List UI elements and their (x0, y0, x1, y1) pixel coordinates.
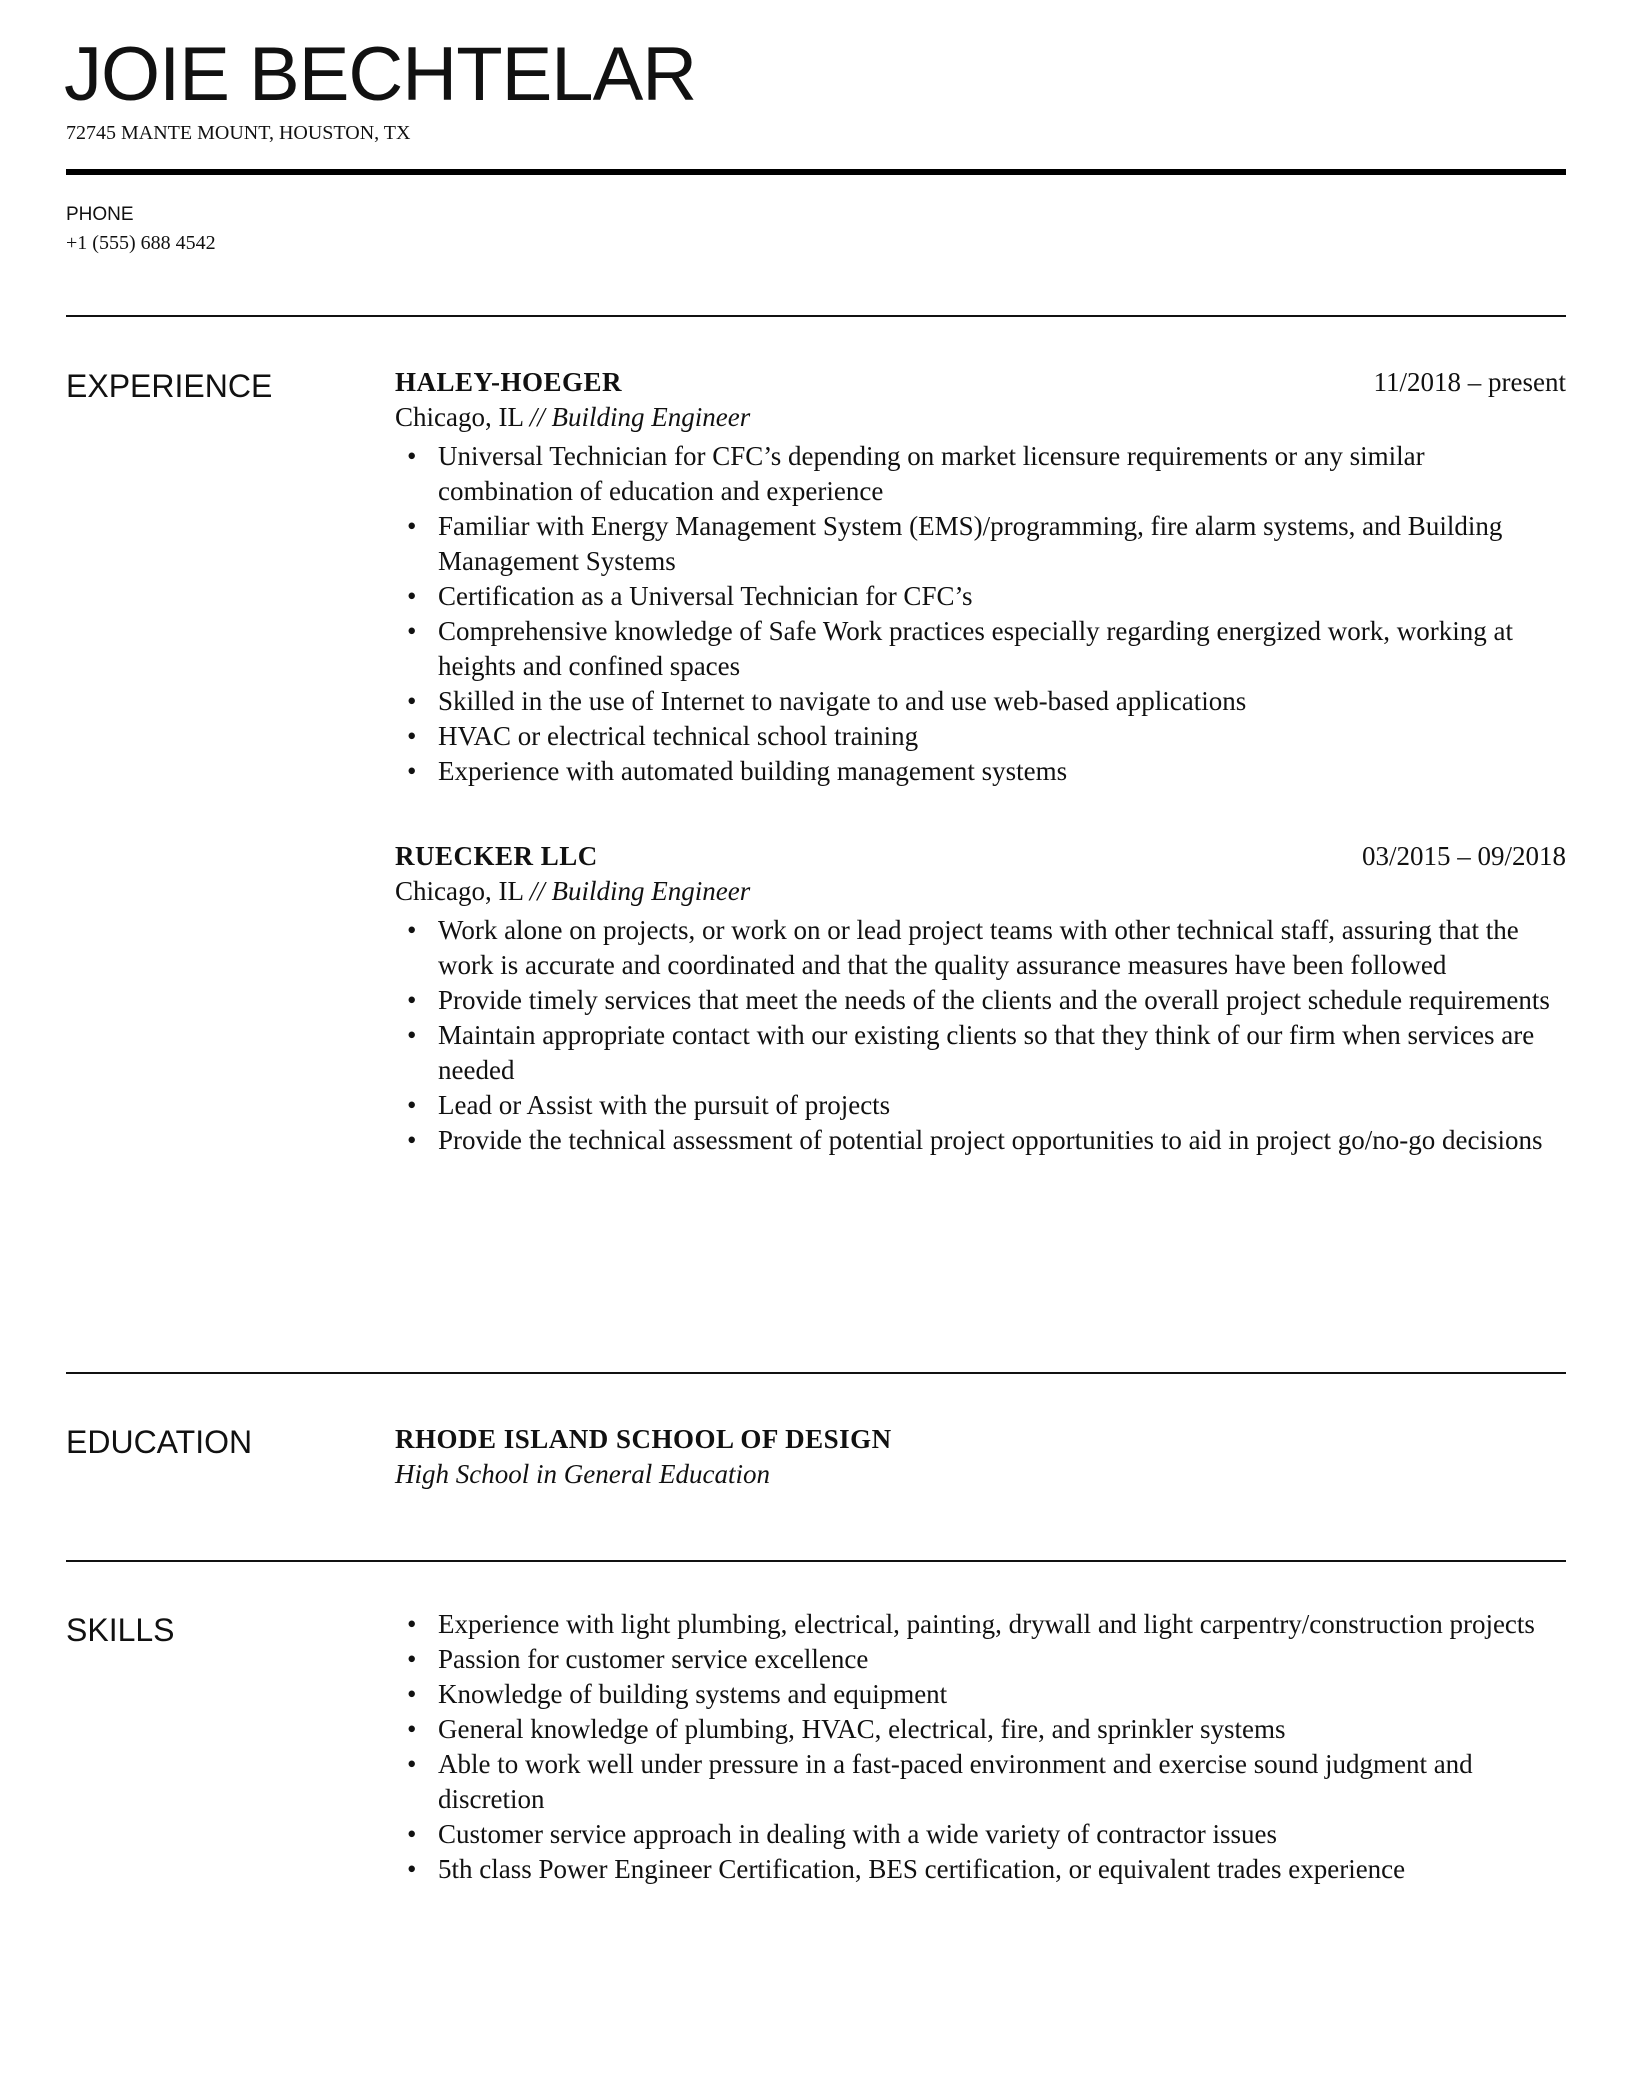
list-item: • Universal Technician for CFC’s depending on market licensure requirements or any similar combination of education and experience (395, 439, 1566, 509)
list-item: • Lead or Assist with the pursuit of projects (395, 1088, 1566, 1123)
experience-list (395, 365, 1566, 1158)
education-heading: EDUCATION (66, 1424, 253, 1460)
list-item: • HVAC or electrical technical school training (395, 719, 1566, 754)
list-item: • Certification as a Universal Technician for CFC’s (395, 579, 1566, 614)
phone-number: +1 (555) 688 4542 (66, 232, 216, 254)
list-item: • Passion for customer service excellence (395, 1642, 1566, 1677)
list-item: • Familiar with Energy Management System (EMS)/programming, fire alarm systems, and Building Management Systems (395, 509, 1566, 579)
school-name: RHODE ISLAND SCHOOL OF DESIGN (395, 1424, 892, 1454)
section-divider (66, 1560, 1566, 1562)
candidate-name: JOIE BECHTELAR (64, 32, 697, 117)
company-name: HALEY-HOEGER (395, 367, 623, 397)
list-item: • Comprehensive knowledge of Safe Work practices especially regarding energized work, working at heights and confined spaces (395, 614, 1566, 684)
list-item: • Work alone on projects, or work on or lead project teams with other technical staff, assuring that the work is accurate and coordinated and that the quality assurance measures have been followed (395, 913, 1566, 983)
header-divider (66, 169, 1566, 175)
skills-heading: SKILLS (66, 1612, 175, 1648)
job-entry (395, 839, 1566, 1158)
list-item: • Provide timely services that meet the needs of the clients and the overall project schedule requirements (395, 983, 1566, 1018)
section-divider (66, 315, 1566, 317)
skills-list (395, 1607, 1566, 1887)
separator: // (529, 402, 545, 432)
list-item: • Experience with automated building management systems (395, 754, 1566, 789)
experience-heading: EXPERIENCE (66, 368, 273, 404)
job-dates: 03/2015 – 09/2018 (1361, 841, 1566, 871)
job-location: Chicago, IL (395, 402, 523, 432)
address: 72745 MANTE MOUNT, HOUSTON, TX (66, 122, 411, 144)
phone-label: PHONE (66, 204, 134, 225)
job-dates: 11/2018 – present (1373, 367, 1566, 397)
job-role: Building Engineer (551, 402, 751, 432)
list-item: • Skilled in the use of Internet to navigate to and use web-based applications (395, 684, 1566, 719)
job-role: Building Engineer (551, 876, 751, 906)
job-bullets (395, 913, 1566, 1158)
list-item: • Able to work well under pressure in a fast-paced environment and exercise sound judgment and discretion (395, 1747, 1566, 1817)
list-item: • General knowledge of plumbing, HVAC, electrical, fire, and sprinkler systems (395, 1712, 1566, 1747)
list-item: • Provide the technical assessment of potential project opportunities to aid in project go/no-go decisions (395, 1123, 1566, 1158)
list-item: • Maintain appropriate contact with our existing clients so that they think of our firm when services are needed (395, 1018, 1566, 1088)
section-divider (66, 1372, 1566, 1374)
degree: High School in General Education (395, 1459, 770, 1489)
list-item: • 5th class Power Engineer Certification, BES certification, or equivalent trades experience (395, 1852, 1566, 1887)
education-entry (395, 1422, 1566, 1492)
list-item: • Experience with light plumbing, electrical, painting, drywall and light carpentry/construction projects (395, 1607, 1566, 1642)
company-name: RUECKER LLC (395, 841, 598, 871)
job-bullets (395, 439, 1566, 789)
job-entry (395, 365, 1566, 789)
list-item: • Knowledge of building systems and equipment (395, 1677, 1566, 1712)
list-item: • Customer service approach in dealing with a wide variety of contractor issues (395, 1817, 1566, 1852)
separator: // (529, 876, 545, 906)
job-location: Chicago, IL (395, 876, 523, 906)
